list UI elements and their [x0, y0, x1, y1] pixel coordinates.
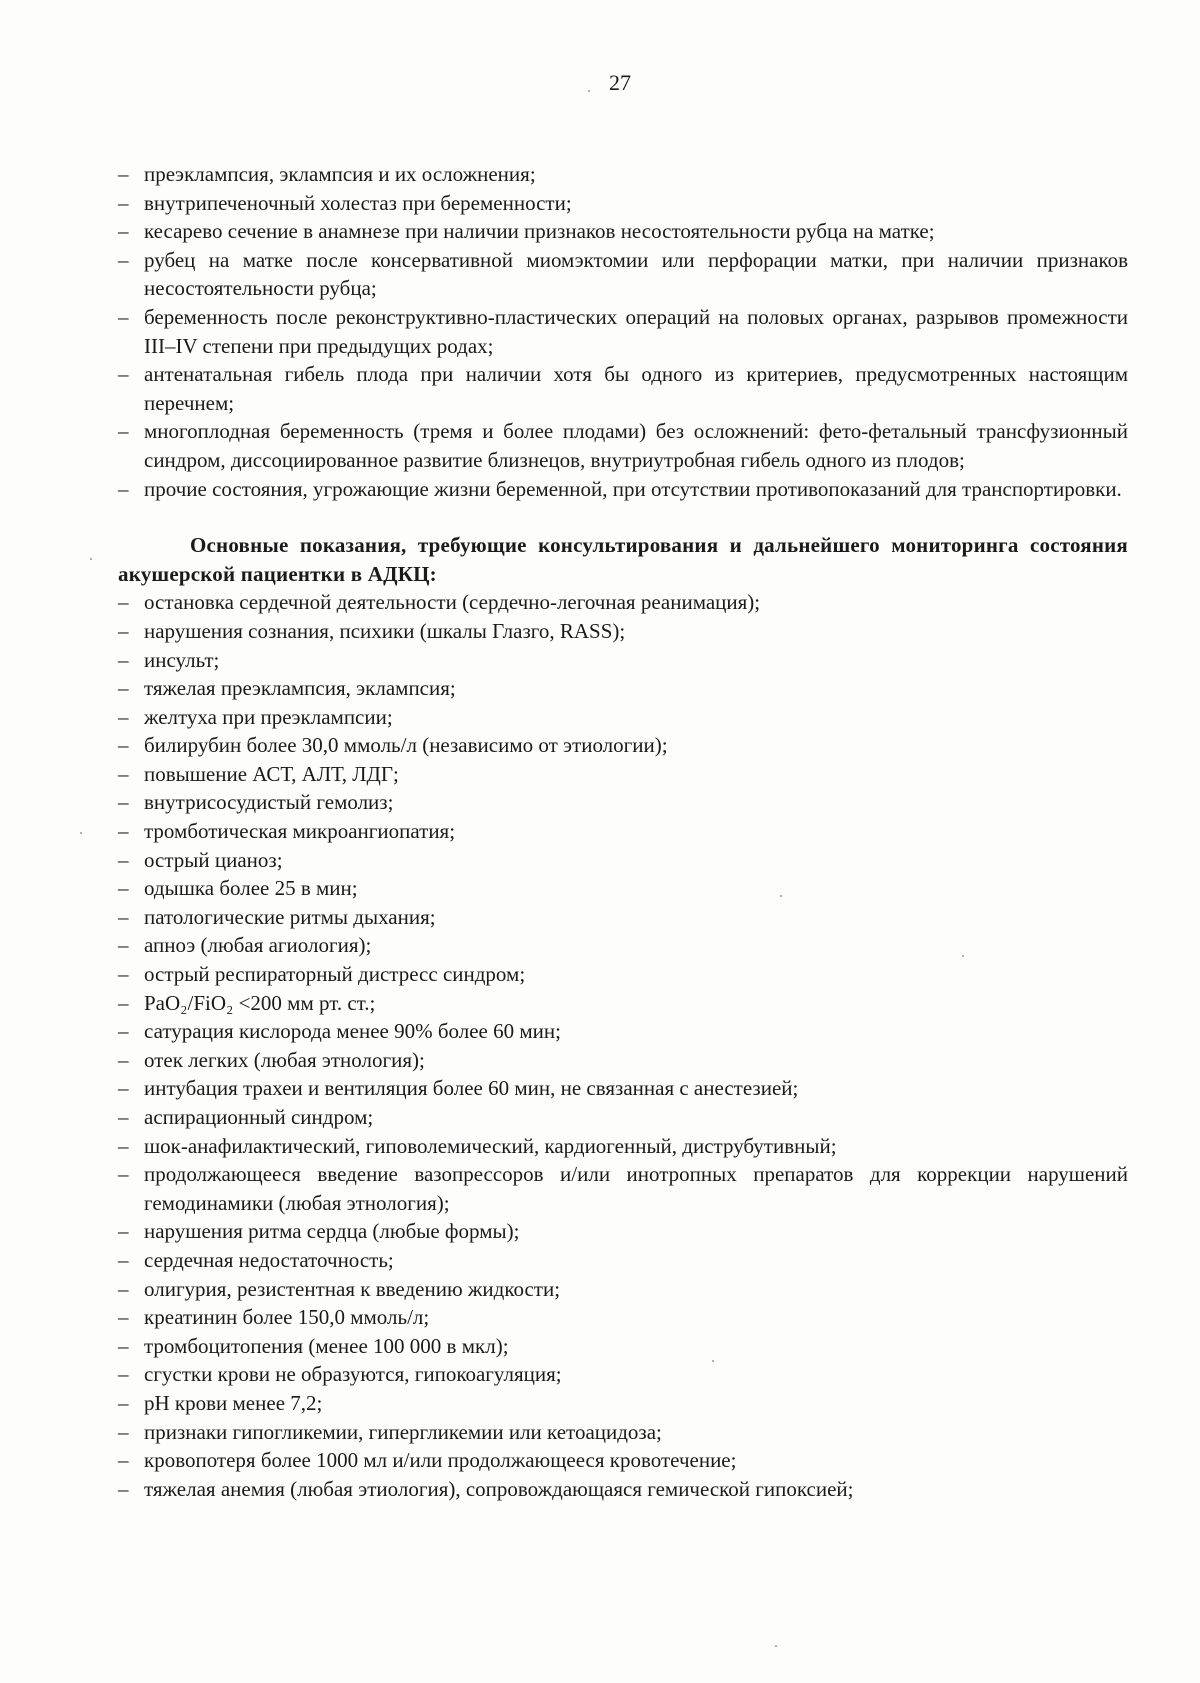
list-item: – кровопотеря более 1000 мл и/или продолжающееся кровотечение;: [118, 1446, 1128, 1475]
list-item: – беременность после реконструктивно-пластических операций на половых органах, разрывов промежности III–IV степени при предыдущих родах;: [118, 303, 1128, 360]
scan-speck: [962, 955, 964, 957]
list-item: – патологические ритмы дыхания;: [118, 903, 1128, 932]
list-item: – сгустки крови не образуются, гипокоагуляция;: [118, 1360, 1128, 1389]
list-item: – кесарево сечение в анамнезе при наличии признаков несостоятельности рубца на матке;: [118, 217, 1128, 246]
list-item: – тромботическая микроангиопатия;: [118, 817, 1128, 846]
list-item: – антенатальная гибель плода при наличии хотя бы одного из критериев, предусмотренных настоящим перечнем;: [118, 360, 1128, 417]
list-item: – острый респираторный дистресс синдром;: [118, 960, 1128, 989]
list-item: – сердечная недостаточность;: [118, 1246, 1128, 1275]
scan-speck: [780, 895, 782, 897]
list-item: – прочие состояния, угрожающие жизни беременной, при отсутствии противопоказаний для транспортировки.: [118, 475, 1128, 504]
list-item: – сатурация кислорода менее 90% более 60 мин;: [118, 1017, 1128, 1046]
list-item: – отек легких (любая этнология);: [118, 1046, 1128, 1075]
section-heading: Основные показания, требующие консультирования и дальнейшего мониторинга состояния акушерской пациентки в АДКЦ:: [118, 533, 1128, 586]
list-item: – рубец на матке после консервативной миомэктомии или перфорации матки, при наличии признаков несостоятельности рубца;: [118, 246, 1128, 303]
list-item: – нарушения сознания, психики (шкалы Глазго, RASS);: [118, 617, 1128, 646]
list-item: – апноэ (любая агиология);: [118, 931, 1128, 960]
page-number: 27: [609, 70, 631, 95]
list-item: – интубация трахеи и вентиляция более 60 мин, не связанная с анестезией;: [118, 1074, 1128, 1103]
scan-speck: [775, 1645, 777, 1647]
list-item: – повышение АСТ, АЛТ, ЛДГ;: [118, 760, 1128, 789]
list-item: – признаки гипогликемии, гипергликемии или кетоацидоза;: [118, 1418, 1128, 1447]
list-item: – инсульт;: [118, 646, 1128, 675]
list-item: – шок-анафилактический, гиповолемический, кардиогенный, диструбутивный;: [118, 1132, 1128, 1161]
scan-speck: [90, 558, 92, 560]
list-item: – pH крови менее 7,2;: [118, 1389, 1128, 1418]
scan-speck: [80, 832, 82, 834]
list-item: – нарушения ритма сердца (любые формы);: [118, 1217, 1128, 1246]
list-item: – креатинин более 150,0 ммоль/л;: [118, 1303, 1128, 1332]
list-item: – билирубин более 30,0 ммоль/л (независимо от этиологии);: [118, 731, 1128, 760]
list-item: – острый цианоз;: [118, 846, 1128, 875]
list-item: – продолжающееся введение вазопрессоров и/или инотропных препаратов для коррекции нарушений гемодинамики (любая этнология);: [118, 1160, 1128, 1217]
list-item: – желтуха при преэклампсии;: [118, 703, 1128, 732]
scan-speck: [712, 1360, 714, 1362]
list-item: – тяжелая преэклампсия, эклампсия;: [118, 674, 1128, 703]
list-item: – остановка сердечной деятельности (сердечно-легочная реанимация);: [118, 588, 1128, 617]
scan-speck: [588, 90, 590, 92]
consultation-indications-list: [118, 588, 1128, 1503]
list-item: – многоплодная беременность (тремя и более плодами) без осложнений: фето-фетальный трансфузионный синдром, диссоциированное развитие близнецов, внутриутробная гибель одного из плодов;: [118, 417, 1128, 474]
list-item: – внутрисосудистый гемолиз;: [118, 788, 1128, 817]
list-item: – олигурия, резистентная к введению жидкости;: [118, 1275, 1128, 1304]
list-item: – внутрипеченочный холестаз при беременности;: [118, 189, 1128, 218]
transfer-indications-list: [118, 160, 1128, 503]
list-item: – преэклампсия, эклампсия и их осложнения;: [118, 160, 1128, 189]
list-item: – PaO₂/FiO₂ <200 мм рт. ст.;: [118, 989, 1128, 1018]
list-item: – тяжелая анемия (любая этиология), сопровождающаяся гемической гипоксией;: [118, 1475, 1128, 1504]
list-item: – одышка более 25 в мин;: [118, 874, 1128, 903]
page-content: [118, 160, 1128, 1503]
list-item: – аспирационный синдром;: [118, 1103, 1128, 1132]
list-item: – тромбоцитопения (менее 100 000 в мкл);: [118, 1332, 1128, 1361]
